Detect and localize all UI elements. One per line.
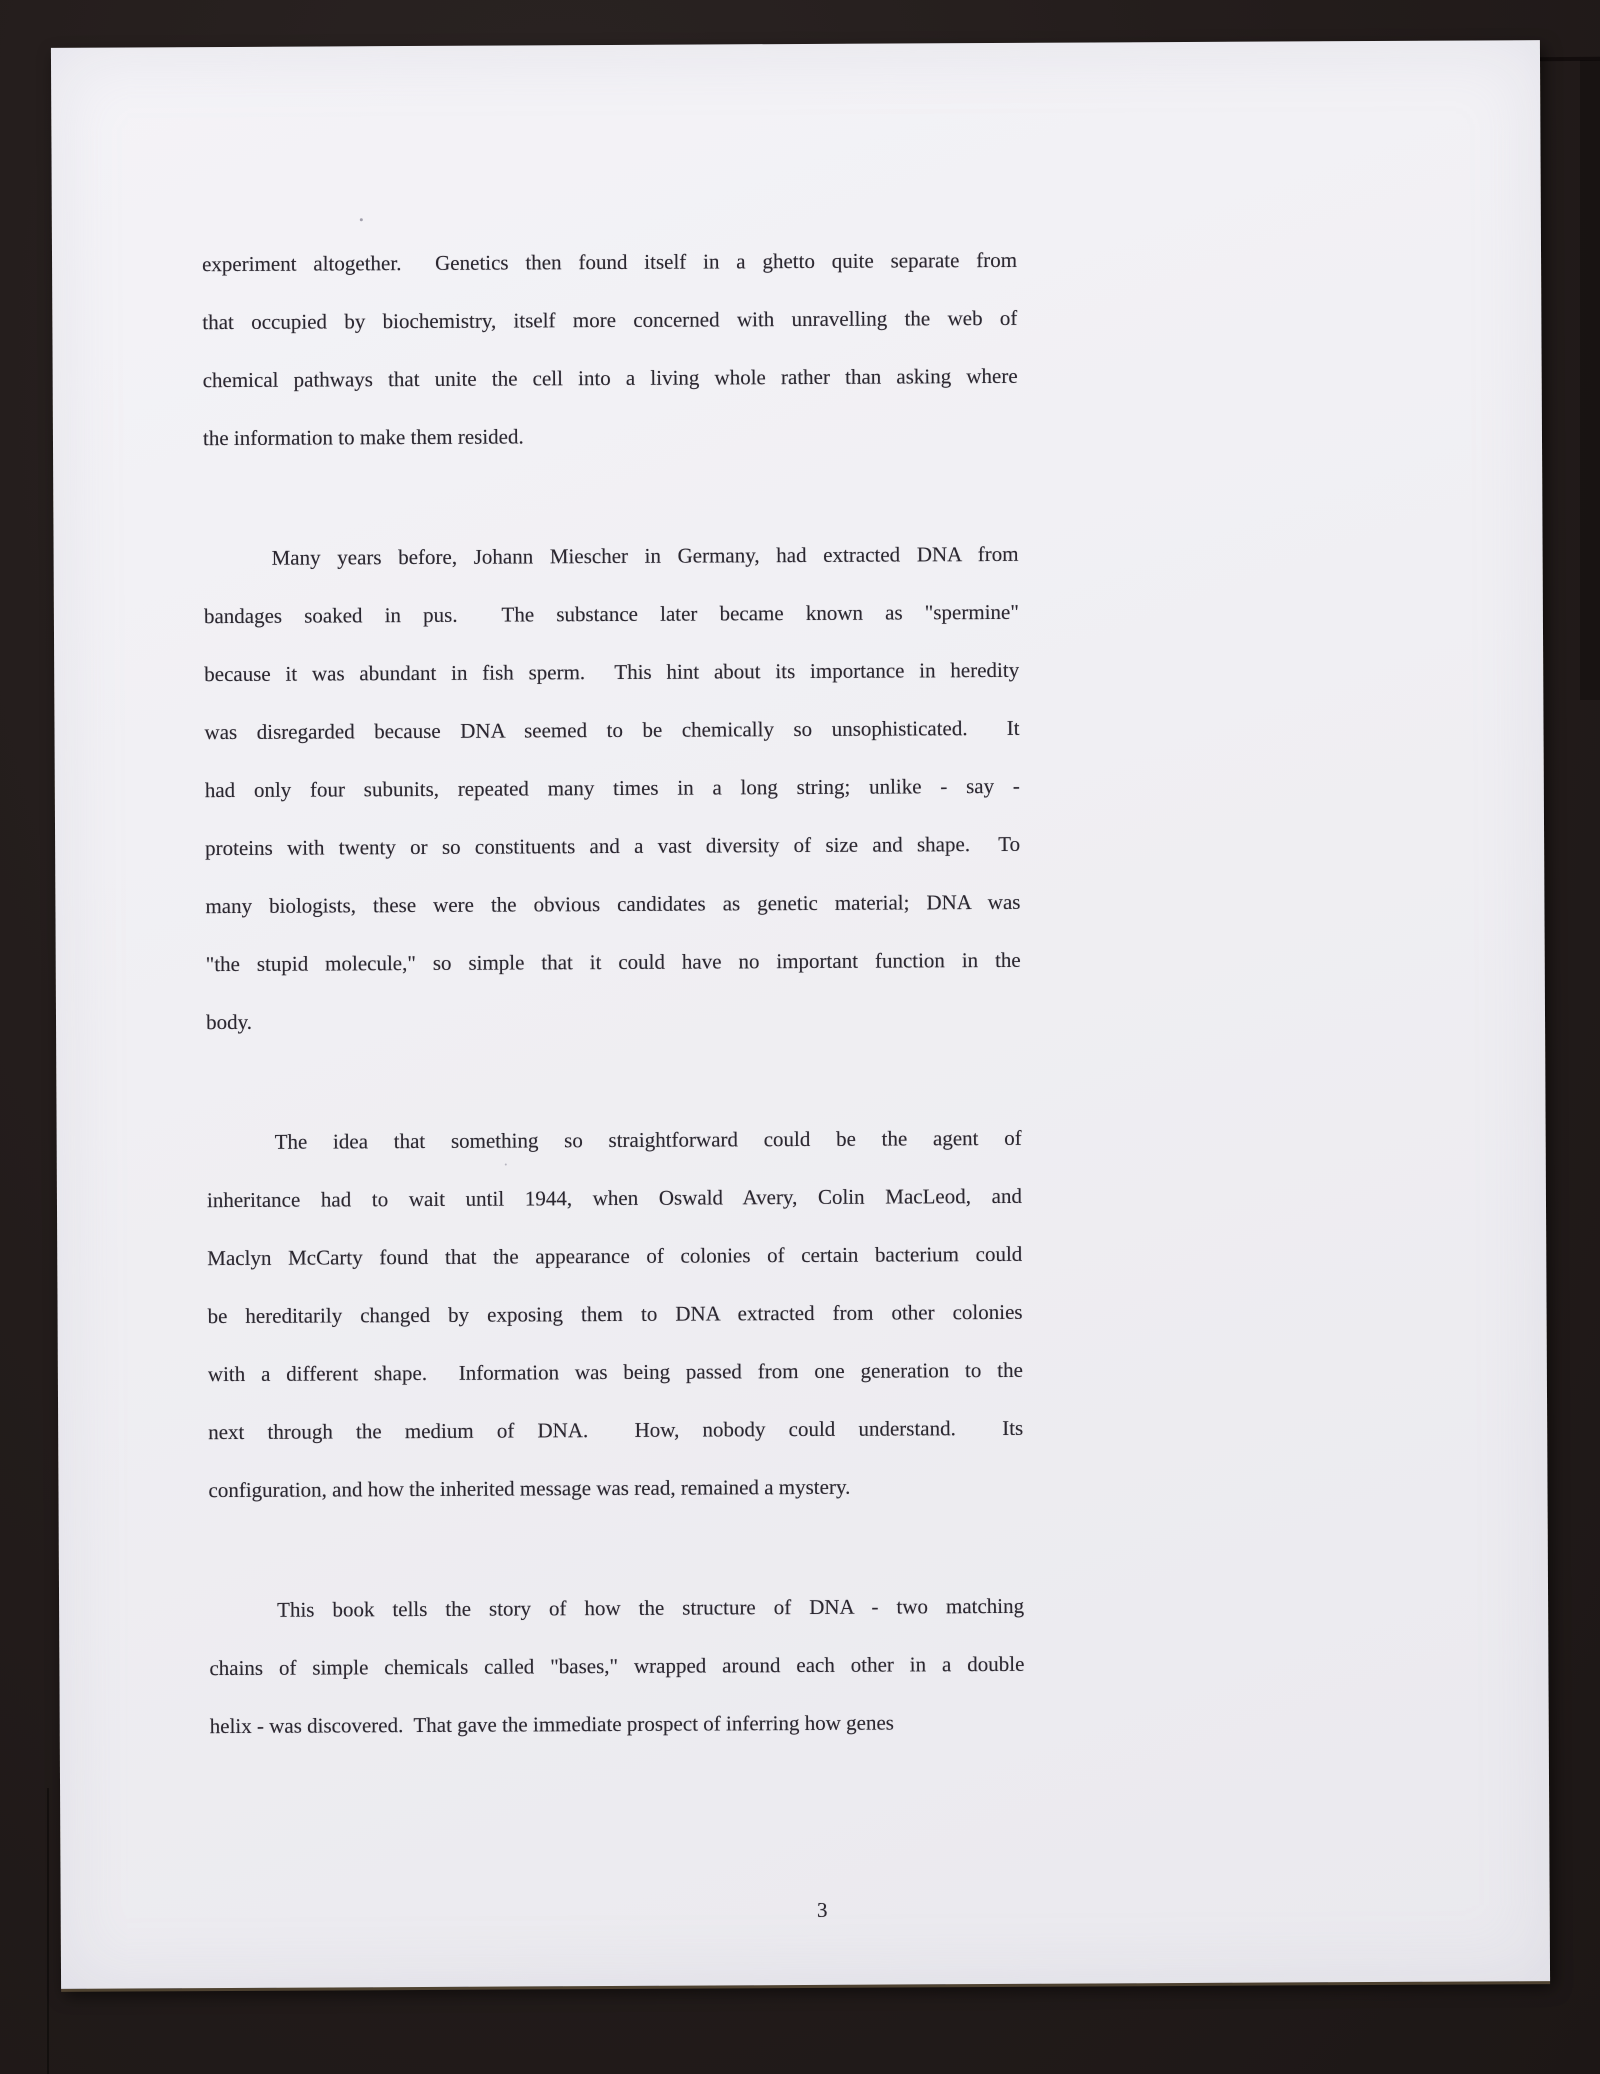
page-number: 3 — [816, 1897, 828, 1922]
text-line: the information to make them resided. — [202, 424, 524, 451]
text-line: was disregarded because DNA seemed to be chemically so unsophisticated. It — [204, 715, 1020, 745]
paragraph — [209, 1577, 1025, 1755]
text-line: because it was abundant in fish sperm. This hint about its importance in heredity — [204, 657, 1020, 687]
text-line: had only four subunits, repeated many times in a long string; unlike - say - — [204, 773, 1020, 803]
text-block — [202, 231, 1025, 1755]
text-line: "the stupid molecule," so simple that it could have no important function in the — [205, 947, 1021, 977]
text-line: be hereditarily changed by exposing them to DNA extracted from other colonies — [207, 1299, 1023, 1329]
text-line: proteins with twenty or so constituents and a vast diversity of size and shape. To — [205, 831, 1021, 861]
paper-speck — [360, 218, 363, 221]
text-line: many biologists, these were the obvious candidates as genetic material; DNA was — [205, 889, 1021, 919]
background-fold-line — [47, 1788, 49, 2074]
text-line: Many years before, Johann Miescher in Germany, had extracted DNA from — [271, 541, 1019, 570]
text-line: helix - was discovered. That gave the immediate prospect of inferring how genes — [209, 1710, 895, 1739]
manuscript-page — [51, 40, 1550, 1989]
text-line: experiment altogether. Genetics then found itself in a ghetto quite separate from — [202, 247, 1018, 277]
background-edge-shadow — [1580, 60, 1600, 700]
text-line: bandages soaked in pus. The substance later became known as "spermine" — [203, 599, 1019, 629]
paragraph — [207, 1109, 1024, 1519]
text-line: The idea that something so straightforward could be the agent of — [274, 1125, 1022, 1154]
text-line: This book tells the story of how the structure of DNA - two matching — [277, 1593, 1025, 1622]
paragraph — [203, 525, 1021, 1051]
text-line: with a different shape. Information was being passed from one generation to the — [207, 1357, 1023, 1387]
text-line: that occupied by biochemistry, itself more concerned with unravelling the web of — [202, 305, 1018, 335]
text-line: body. — [205, 1009, 252, 1035]
text-line: chemical pathways that unite the cell into a living whole rather than asking where — [202, 363, 1018, 393]
text-line: Maclyn McCarty found that the appearance of colonies of certain bacterium could — [207, 1241, 1023, 1271]
text-line: chains of simple chemicals called "bases," wrapped around each other in a double — [209, 1651, 1025, 1681]
paragraph — [202, 231, 1018, 467]
text-line: inheritance had to wait until 1944, when Oswald Avery, Colin MacLeod, and — [206, 1183, 1023, 1213]
text-line: configuration, and how the inherited message was read, remained a mystery. — [208, 1474, 851, 1503]
text-line: next through the medium of DNA. How, nobody could understand. Its — [208, 1415, 1024, 1445]
